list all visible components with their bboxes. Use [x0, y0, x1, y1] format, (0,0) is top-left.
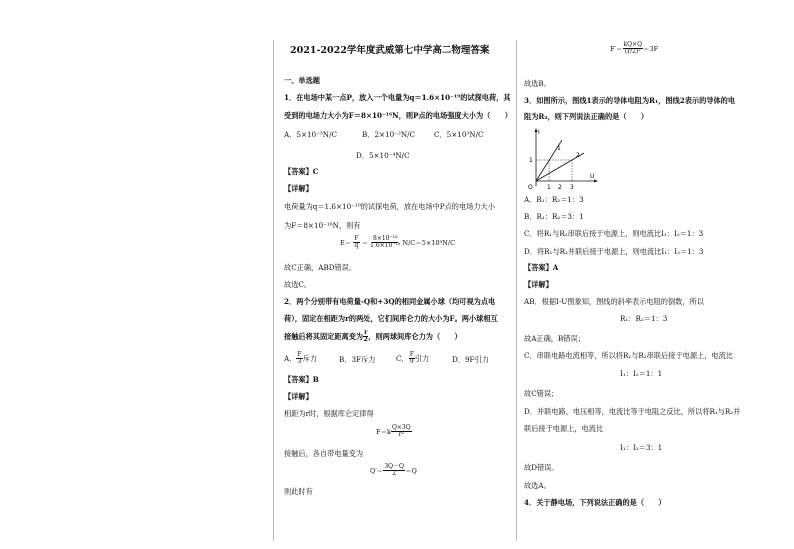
q4-stem: 4．关于静电场，下列说法正确的是（ ）: [524, 498, 666, 507]
q1-option-c: C．5×10³N/C: [434, 130, 484, 139]
q2-stem-line1: 2．两个分别带有电荷量-Q和+3Q的相同金属小球（均可视为点电: [284, 297, 496, 306]
q1-formula-result: N/C＝5×10³N/C: [402, 238, 456, 247]
q2-formula-charge: Q′＝ $\frac{3Q-Q}{2}$ ＝Q: [370, 463, 417, 478]
q2-stem-line3: 接触后将其固定距离变为 $\frac{r}{2}$ ，则两球间库仑力为（ ）: [284, 329, 462, 344]
q2-formula-coulomb: F＝k $\frac{Q\times 3Q}{\text{r²}}$: [376, 424, 411, 439]
q3-explanation-c: C．串联电路电流相等，所以将R₁与R₂串联后接于电源上，电流比: [524, 351, 733, 360]
q2-formula-new-force: F′＝ $\frac{kQ\times Q}{\text{(r/2)²}}$ ＝3F: [610, 41, 659, 56]
u-tick-1: 1: [547, 184, 551, 190]
q1-formula: E＝ $\frac{F}{q}$ ＝ $\frac{\text{8×10⁻¹⁶}}{\text{1.6×10⁻¹⁹}}$ N/C＝5×10³N/C: [340, 235, 456, 250]
q1-stem-line2: 受到的电场力大小为F＝8×10⁻¹⁶N，则P点的电场强度大小为（ ）: [284, 111, 512, 120]
q1-explanation-line2: 为F＝8×10⁻¹⁶N，则有: [284, 221, 361, 230]
q3-equation-parallel: I₁：I₂＝3：1: [620, 443, 663, 452]
q1-option-b: B．2×10⁻²N/C: [362, 130, 416, 139]
i-tick-1: 1: [529, 157, 533, 164]
q2-answer: 【答案】B: [284, 375, 319, 384]
q1-conclusion: 故C正确，ABD错误。: [284, 263, 357, 272]
q1-fraction-values: $\frac{\text{8×10⁻¹⁶}}{\text{1.6×10⁻¹⁹}}$: [370, 235, 401, 250]
q3-conclusion-d: 故D错误。: [524, 463, 559, 472]
q3-option-d: D．将R₁与R₂并联后接于电源上，则电流比I₁：I₂＝1：3: [524, 247, 704, 256]
q3-conclusion-ab: 故A正确，B错误；: [524, 334, 585, 343]
q3-explanation-d2: 联后接于电源上，电流比: [524, 424, 604, 433]
q3-answer: 【答案】A: [524, 263, 559, 272]
iu-graph: [524, 126, 604, 190]
q1-answer: 【答案】C: [284, 167, 319, 176]
q2-option-d: D．9F引力: [452, 355, 489, 364]
origin-label: O: [528, 184, 533, 190]
u-tick-3: 3: [570, 184, 574, 190]
q3-explanation-ab: AB．根据I-U图象知，图线的斜率表示电阻的倒数，所以: [524, 297, 704, 306]
q1-choice: 故选C。: [284, 280, 312, 289]
q3-stem-line2: 阻为R₂，则下列说法正确的是（ ）: [524, 112, 649, 121]
q1-detail-label: 【详解】: [284, 184, 313, 193]
q3-detail-label: 【详解】: [524, 280, 553, 289]
q2-choice: 故选B。: [524, 79, 551, 88]
line-1-label: 1: [557, 145, 561, 152]
q3-option-c: C．将R₁与R₂串联后接于电源上，则电流比I₁：I₂＝1：3: [524, 229, 704, 238]
line-2-label: 2: [576, 152, 580, 159]
q3-conclusion-c: 故C错误；: [524, 389, 559, 398]
q2-detail-label: 【详解】: [284, 392, 313, 401]
q2-stem-line2: 荷），固定在相距为r的两处，它们间库仑力的大小为F。两小球相互: [284, 314, 498, 323]
q3-option-a: A．R₁：R₂＝1：3: [524, 195, 584, 204]
q3-explanation-d1: D．并联电路，电压相等，电流比等于电阻之反比，所以将R₁与R₂并: [524, 407, 741, 416]
u-axis-arrow: [594, 180, 598, 183]
q1-explanation-line1: 电荷量为q＝1.6×10⁻¹⁹的试探电荷，放在电场中P点的电场力大小: [284, 202, 495, 211]
axis-label-i: I: [538, 129, 540, 136]
q2-explanation-line1: 相距为r时，根据库仑定律得: [284, 409, 374, 418]
q1-option-d: D．5×10⁻⁴N/C: [356, 151, 410, 160]
q1-formula-lhs: E＝: [340, 238, 352, 247]
q2-r-over-2: $\frac{r}{2}$: [363, 329, 368, 344]
q1-option-a: A．5×10⁻³N/C: [284, 130, 338, 139]
u-tick-2: 2: [558, 184, 562, 190]
q1-fraction-fq: $\frac{F}{q}$: [354, 235, 359, 250]
q3-equation-ratio: R₁：R₂＝1：3: [620, 314, 668, 323]
q3-equation-series: I₁：I₂＝1：1: [620, 369, 663, 378]
q2-option-a: A． $\frac{F}{3}$ 斥力: [284, 351, 317, 366]
q2-option-c: C． $\frac{F}{9}$ 引力: [396, 351, 430, 366]
q3-option-b: B．R₁：R₂＝3：1: [524, 212, 584, 221]
q1-stem-line1: 1．在电场中某一点P，放入一个电量为q＝1.6×10⁻¹⁹的试探电荷，其: [284, 93, 511, 102]
q2-explanation-line2: 接触后，各自带电量变为: [284, 449, 364, 458]
column-divider: [516, 40, 517, 541]
q2-option-b: B．3F斥力: [339, 355, 376, 364]
q2-explanation-line3: 则此时有: [284, 487, 313, 496]
section-heading: 一、单选题: [284, 76, 320, 85]
left-margin-line: [273, 40, 274, 541]
axis-label-u: U: [590, 173, 595, 180]
q3-choice: 故选A。: [524, 481, 551, 490]
page-title: 2021-2022学年度武威第七中学高二物理答案: [290, 45, 490, 56]
q3-stem-line1: 3．如图所示，图线1表示的导体电阻为R₁，图线2表示的导体的电: [524, 96, 736, 105]
